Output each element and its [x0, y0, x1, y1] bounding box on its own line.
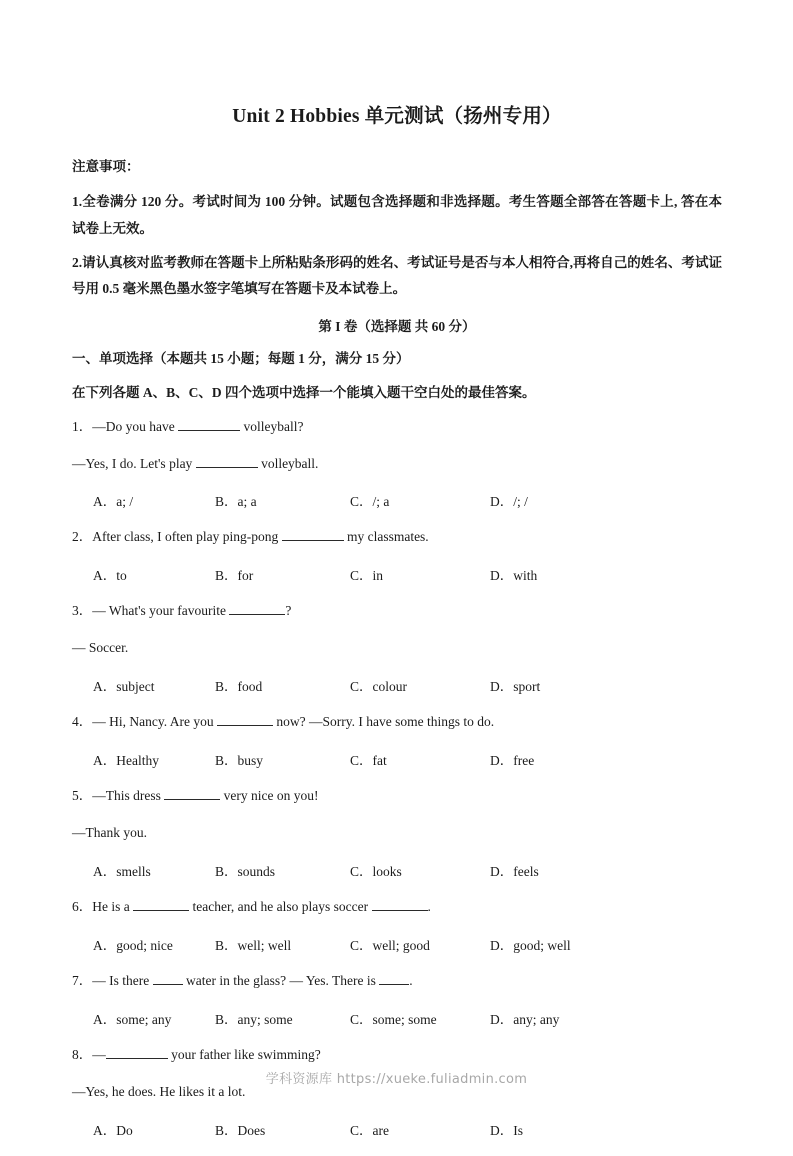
question-2 — [72, 527, 722, 584]
option-b[interactable]: B．food — [215, 679, 263, 695]
question-8-number: 8． — [72, 1046, 93, 1062]
question-6-number: 6． — [72, 898, 93, 914]
answer-blank[interactable] — [217, 725, 273, 726]
question-7-number: 7． — [72, 972, 93, 988]
document-body — [72, 104, 722, 1156]
question-1-cont-before: —Yes, I do. Let's play — [72, 455, 196, 471]
question-7-options — [72, 1008, 722, 1028]
option-a[interactable]: A．subject — [93, 679, 155, 695]
question-1-text-after: volleyball? — [240, 418, 304, 434]
question-8-text-after: your father like swimming? — [167, 1046, 321, 1062]
answer-blank[interactable] — [229, 614, 285, 615]
question-6-text-before: He is a — [92, 898, 134, 914]
page-title: Unit 2 Hobbies 单元测试（扬州专用） — [232, 106, 562, 127]
question-6-text-after: . — [427, 898, 431, 914]
section-title: 一、单项选择（本题共 15 小题；每题 1 分，满分 15 分） — [72, 350, 410, 366]
option-b[interactable]: B．well; well — [215, 937, 292, 953]
question-8-text-before: — — [92, 1046, 106, 1062]
option-b[interactable]: B．Does — [215, 1122, 266, 1138]
option-c[interactable]: C．looks — [350, 863, 402, 879]
notice-item-2: 2.请认真核对监考教师在答题卡上所粘贴条形码的姓名、考试证号是否与本人相符合,再将自己的姓名、考试证号用 0.5 毫米黑色墨水签字笔填写在答题卡及本试卷上。 — [72, 254, 722, 297]
question-3-number: 3． — [72, 603, 93, 619]
question-4-stem — [72, 712, 722, 733]
question-2-number: 2． — [72, 529, 93, 545]
option-d[interactable]: D．feels — [490, 863, 539, 879]
question-2-options — [72, 564, 722, 584]
answer-blank[interactable] — [372, 910, 428, 911]
question-8 — [72, 1045, 722, 1139]
option-c[interactable]: C．well; good — [350, 937, 430, 953]
question-7-stem — [72, 971, 722, 992]
notice-item-1: 1.全卷满分 120 分。考试时间为 100 分钟。试题包含选择题和非选择题。考生答题全部答在答题卡上, 答在本试卷上无效。 — [72, 194, 722, 236]
option-b[interactable]: B．sounds — [215, 863, 276, 879]
paper-section-header: 第 I 卷（选择题 共 60 分） — [318, 318, 476, 334]
option-b[interactable]: B．for — [215, 568, 254, 584]
question-6 — [72, 897, 722, 954]
option-c[interactable]: C．fat — [350, 753, 387, 769]
question-4 — [72, 712, 722, 769]
option-c[interactable]: C．in — [350, 568, 384, 584]
option-c[interactable]: C．colour — [350, 679, 407, 695]
answer-blank[interactable] — [178, 430, 240, 431]
option-a[interactable]: A．Do — [93, 1122, 133, 1138]
option-a[interactable]: A．good; nice — [93, 937, 173, 953]
question-5-number: 5． — [72, 788, 93, 804]
answer-blank[interactable] — [379, 984, 409, 985]
question-5-text-after: very nice on you! — [220, 788, 319, 804]
question-5-stem — [72, 786, 722, 807]
question-1 — [72, 417, 722, 511]
option-d[interactable]: D．with — [490, 568, 538, 584]
question-6-stem — [72, 897, 722, 918]
option-a[interactable]: A．to — [93, 568, 127, 584]
question-7-text-before: — Is there — [92, 972, 153, 988]
question-3 — [72, 601, 722, 695]
question-7 — [72, 971, 722, 1028]
question-7-text-after: . — [409, 972, 413, 988]
answer-blank[interactable] — [196, 467, 258, 468]
question-8-stem — [72, 1045, 722, 1066]
question-1-number: 1． — [72, 418, 93, 434]
notice-heading: 注意事项： — [72, 159, 140, 175]
answer-blank[interactable] — [282, 540, 344, 541]
question-4-text-before: — Hi, Nancy. Are you — [92, 714, 217, 730]
question-5-text-before: —This dress — [92, 788, 165, 804]
question-3-continuation: — Soccer. — [72, 640, 129, 656]
option-d[interactable]: D．free — [490, 753, 535, 769]
option-a[interactable]: A．Healthy — [93, 753, 159, 769]
question-5-continuation: —Thank you. — [72, 825, 147, 841]
option-b[interactable]: B．busy — [215, 753, 264, 769]
answer-blank[interactable] — [153, 984, 183, 985]
option-d[interactable]: D．/; / — [490, 494, 528, 510]
question-2-text-after: my classmates. — [343, 529, 429, 545]
question-5-options — [72, 860, 722, 880]
question-7-text-mid: water in the glass? — Yes. There is — [182, 972, 380, 988]
question-4-number: 4． — [72, 714, 93, 730]
question-3-options — [72, 675, 722, 695]
question-5 — [72, 786, 722, 880]
answer-blank[interactable] — [133, 910, 189, 911]
question-6-text-mid: teacher, and he also plays soccer — [189, 898, 372, 914]
option-d[interactable]: D．sport — [490, 679, 541, 695]
option-d[interactable]: D．good; well — [490, 937, 571, 953]
answer-blank[interactable] — [106, 1058, 168, 1059]
question-6-options — [72, 934, 722, 954]
option-d[interactable]: D．Is — [490, 1122, 523, 1138]
question-1-continuation — [72, 454, 722, 475]
option-b[interactable]: B．any; some — [215, 1011, 293, 1027]
question-1-text-before: —Do you have — [92, 418, 179, 434]
option-c[interactable]: C．/; a — [350, 494, 390, 510]
question-3-text-before: — What's your favourite — [92, 603, 230, 619]
question-4-options — [72, 749, 722, 769]
section-instruction: 在下列各题 A、B、C、D 四个选项中选择一个能填入题干空白处的最佳答案。 — [72, 384, 536, 400]
question-4-text-after: now? —Sorry. I have some things to do. — [272, 714, 495, 730]
option-a[interactable]: A．some; any — [93, 1011, 172, 1027]
question-1-options — [72, 490, 722, 510]
question-2-text-before: After class, I often play ping-pong — [92, 529, 282, 545]
footer-watermark: 学科资源库 https://xueke.fuliadmin.com — [265, 1072, 528, 1087]
question-1-stem — [72, 417, 722, 438]
option-a[interactable]: A．smells — [93, 863, 151, 879]
option-d[interactable]: D．any; any — [490, 1011, 560, 1027]
question-2-stem — [72, 527, 722, 548]
option-c[interactable]: C．some; some — [350, 1011, 437, 1027]
question-1-cont-after: volleyball. — [257, 455, 319, 471]
option-a[interactable]: A．a; / — [93, 494, 134, 510]
question-8-continuation: —Yes, he does. He likes it a lot. — [72, 1083, 246, 1099]
option-c[interactable]: C．are — [350, 1122, 389, 1138]
question-3-stem — [72, 601, 722, 622]
option-b[interactable]: B．a; a — [215, 494, 257, 510]
question-3-text-after: ? — [285, 603, 292, 619]
answer-blank[interactable] — [164, 799, 220, 800]
